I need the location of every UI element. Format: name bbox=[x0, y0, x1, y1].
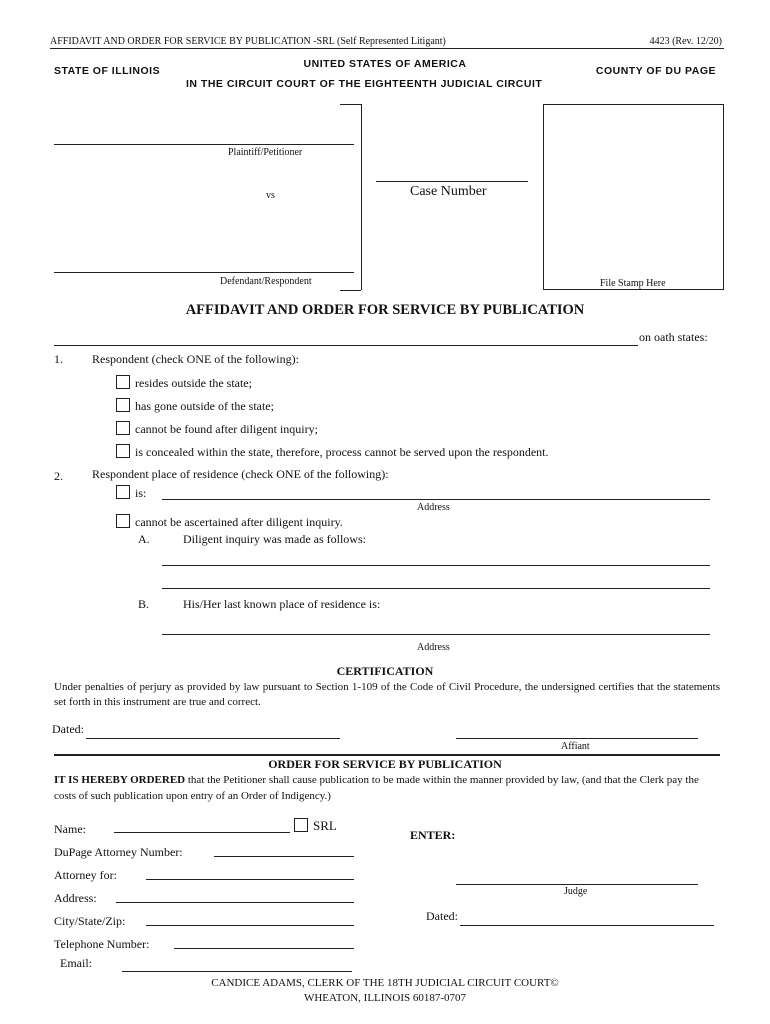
last-known-b-letter: B. bbox=[138, 597, 150, 611]
footer-clerk: CANDICE ADAMS, CLERK OF THE 18TH JUDICIAL CIRCUIT COURT© bbox=[211, 977, 559, 989]
city-state-zip-field[interactable] bbox=[146, 911, 354, 926]
attorney-number-label: DuPage Attorney Number: bbox=[54, 845, 183, 859]
attorney-for-label: Attorney for: bbox=[54, 868, 117, 882]
item2-number: 2. bbox=[54, 469, 63, 483]
county-label: COUNTY OF DU PAGE bbox=[595, 65, 716, 77]
enter-label: ENTER: bbox=[410, 828, 456, 842]
order-text bbox=[54, 772, 720, 804]
cannot-ascertain-label: cannot be ascertained after diligent inquiry. bbox=[135, 515, 343, 529]
address-label-2: Address bbox=[417, 642, 450, 653]
case-number-label: Case Number bbox=[410, 184, 487, 199]
order-dated-label: Dated: bbox=[426, 909, 458, 923]
court-label: IN THE CIRCUIT COURT OF THE EIGHTEENTH JUDICIAL CIRCUIT bbox=[186, 78, 543, 90]
inquiry-line-2[interactable] bbox=[162, 574, 710, 589]
caption-right-top bbox=[340, 104, 361, 105]
judge-label: Judge bbox=[564, 886, 588, 897]
cannot-be-found-label: cannot be found after diligent inquiry; bbox=[135, 422, 318, 436]
certification-text: Under penalties of perjury as provided by law pursuant to Section 1-109 of the Code of Civil Procedure, the undersigned certifies that the statements set forth in this instrument are true and correct. bbox=[54, 681, 720, 708]
email-label: Email: bbox=[60, 956, 92, 970]
residence-address-field[interactable] bbox=[162, 485, 710, 500]
concealed-checkbox[interactable] bbox=[116, 444, 130, 458]
form-title: AFFIDAVIT AND ORDER FOR SERVICE BY PUBLICATION -SRL (Self Represented Litigant) bbox=[50, 36, 446, 47]
cannot-ascertain-checkbox[interactable] bbox=[116, 514, 130, 528]
inquiry-line-1[interactable] bbox=[162, 551, 710, 566]
item2-label: Respondent place of residence (check ONE of the following): bbox=[92, 467, 389, 481]
footer-address: WHEATON, ILLINOIS 60187-0707 bbox=[303, 992, 467, 1004]
affiant-label: Affiant bbox=[561, 741, 590, 752]
order-bold-intro: IT IS HEREBY ORDERED bbox=[54, 774, 186, 786]
caption-bottom bbox=[340, 290, 361, 291]
state-label: STATE OF ILLINOIS bbox=[54, 65, 161, 77]
attorney-for-field[interactable] bbox=[146, 865, 354, 880]
last-known-b-text: His/Her last known place of residence is: bbox=[183, 597, 381, 611]
header-rule bbox=[50, 48, 724, 49]
plaintiff-field[interactable] bbox=[54, 130, 354, 145]
item1-number: 1. bbox=[54, 352, 63, 366]
telephone-label: Telephone Number: bbox=[54, 937, 150, 951]
case-number-field[interactable] bbox=[376, 167, 528, 182]
on-oath-label: on oath states: bbox=[639, 330, 708, 344]
page-title: AFFIDAVIT AND ORDER FOR SERVICE BY PUBLICATION bbox=[185, 302, 585, 318]
resides-outside-checkbox[interactable] bbox=[116, 375, 130, 389]
judge-signature-field[interactable] bbox=[456, 870, 698, 885]
city-state-zip-label: City/State/Zip: bbox=[54, 914, 126, 928]
order-date-field[interactable] bbox=[460, 911, 714, 926]
affiant-name-field[interactable] bbox=[54, 331, 638, 346]
defendant-label: Defendant/Respondent bbox=[220, 276, 312, 287]
plaintiff-label: Plaintiff/Petitioner bbox=[228, 147, 303, 158]
form-number: 4423 (Rev. 12/20) bbox=[649, 36, 722, 47]
address-label: Address: bbox=[54, 891, 97, 905]
address-label-1: Address bbox=[417, 502, 450, 513]
last-known-address-field[interactable] bbox=[162, 620, 710, 635]
certification-title: CERTIFICATION bbox=[336, 664, 434, 678]
residence-is-checkbox[interactable] bbox=[116, 485, 130, 499]
file-stamp-label: File Stamp Here bbox=[600, 278, 666, 289]
residence-is-label: is: bbox=[135, 486, 147, 500]
defendant-field[interactable] bbox=[54, 258, 354, 273]
item1-label: Respondent (check ONE of the following): bbox=[92, 352, 299, 366]
certification-date-field[interactable] bbox=[86, 724, 340, 739]
attorney-number-field[interactable] bbox=[214, 842, 354, 857]
order-divider bbox=[54, 754, 720, 756]
inquiry-a-text: Diligent inquiry was made as follows: bbox=[183, 532, 366, 546]
vs-label: vs bbox=[266, 190, 275, 201]
concealed-label: is concealed within the state, therefore, process cannot be served upon the respondent. bbox=[135, 445, 549, 459]
order-title: ORDER FOR SERVICE BY PUBLICATION bbox=[268, 757, 502, 771]
inquiry-a-letter: A. bbox=[138, 532, 150, 546]
gone-outside-label: has gone outside of the state; bbox=[135, 399, 274, 413]
srl-label: SRL bbox=[313, 818, 337, 833]
cannot-be-found-checkbox[interactable] bbox=[116, 421, 130, 435]
affiant-signature-field[interactable] bbox=[456, 724, 698, 739]
address-field[interactable] bbox=[116, 888, 354, 903]
resides-outside-label: resides outside the state; bbox=[135, 376, 252, 390]
gone-outside-checkbox[interactable] bbox=[116, 398, 130, 412]
name-label: Name: bbox=[54, 822, 86, 836]
email-field[interactable] bbox=[122, 957, 352, 972]
telephone-field[interactable] bbox=[174, 934, 354, 949]
country-label: UNITED STATES OF AMERICA bbox=[303, 58, 467, 70]
name-field[interactable] bbox=[114, 818, 290, 833]
order-body: that the Petitioner shall cause publication to be made within the manner provided by law, (and that the Clerk pay the costs of such publication upon entry of an Order of Indigency.) bbox=[54, 774, 699, 802]
caption-right-border bbox=[361, 104, 362, 290]
srl-checkbox[interactable] bbox=[294, 818, 308, 832]
file-stamp-box bbox=[543, 104, 724, 290]
certification-dated-label: Dated: bbox=[52, 722, 84, 736]
